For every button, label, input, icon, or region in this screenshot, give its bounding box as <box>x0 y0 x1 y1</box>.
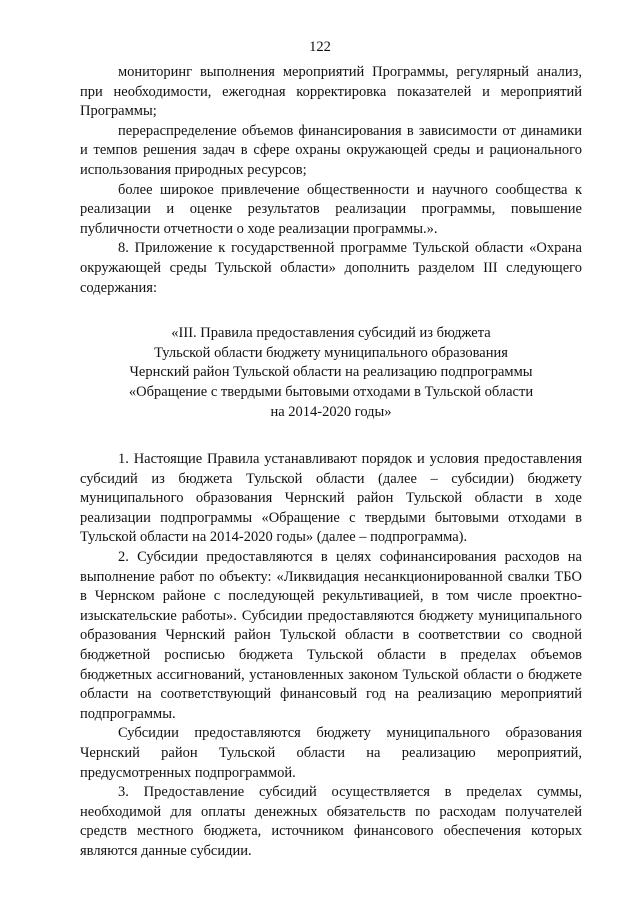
document-body <box>80 63 582 862</box>
section-heading-line: на 2014-2020 годы» <box>270 403 392 420</box>
paragraph-redistribution: перераспределение объемов финансирования в зависимости от динамики и темпов решения задач в сфере охраны окружающей среды и рационального использования природных ресурсов; <box>80 122 582 178</box>
page-number: 122 <box>309 39 331 55</box>
paragraph-item-8: 8. Приложение к государственной программе Тульской области «Охрана окружающей среды Тульской области» дополнить разделом III следующего содержания: <box>80 240 582 296</box>
paragraph-monitoring: мониторинг выполнения мероприятий Программы, регулярный анализ, при необходимости, ежегодная корректировка показателей и мероприятий Программы; <box>80 64 582 120</box>
paragraph-rule-2-subsidies: Субсидии предоставляются бюджету муниципального образования Чернский район Тульской области на реализацию мероприятий, предусмотренных подпрограммой. <box>80 725 582 781</box>
section-heading-line: «III. Правила предоставления субсидий из бюджета <box>171 325 491 342</box>
paragraph-rule-3: 3. Предоставление субсидий осуществляется в пределах суммы, необходимой для оплаты денежных обязательств по расходам получателей средств местного бюджета, источником финансового обеспечения которых являются данные субсидии. <box>80 784 582 859</box>
section-heading-line: Тульской области бюджету муниципального образования <box>154 344 508 361</box>
paragraph-public-involvement: более широкое привлечение общественности и научного сообщества к реализации и оценке результатов реализации программы, повышение публичности отчетности о ходе реализации программы.». <box>80 181 582 237</box>
paragraph-rule-1: 1. Настоящие Правила устанавливают порядок и условия предоставления субсидий из бюджета Тульской области (далее – субсидии) бюджету муниципального образования Чернский район Тульской области в ходе реализации подпрограммы «Обращение с твердыми бытовыми отходами в Тульской области на 2014-2020 годы» (далее – подпрограмма). <box>80 451 582 546</box>
section-heading-line: Чернский район Тульской области на реализацию подпрограммы <box>129 364 533 381</box>
section-heading-line: «Обращение с твердыми бытовыми отходами в Тульской области <box>128 383 534 400</box>
section-heading <box>80 324 582 422</box>
paragraph-rule-2: 2. Субсидии предоставляются в целях софинансирования расходов на выполнение работ по объекту: «Ликвидация несанкционированной свалки ТБО в Чернском районе с последующей рекультивацией, в том числе проектно-изыскательские работы». Субсидии предоставляются бюджету муниципального образования Чернский район Тульской области в соответствии со сводной бюджетной росписью бюджета Тульской области в пределах объемов бюджетных ассигнований, установленных законом Тульской области о бюджете области на соответствующий финансовый год на реализацию мероприятий подпрограммы. <box>80 549 582 722</box>
